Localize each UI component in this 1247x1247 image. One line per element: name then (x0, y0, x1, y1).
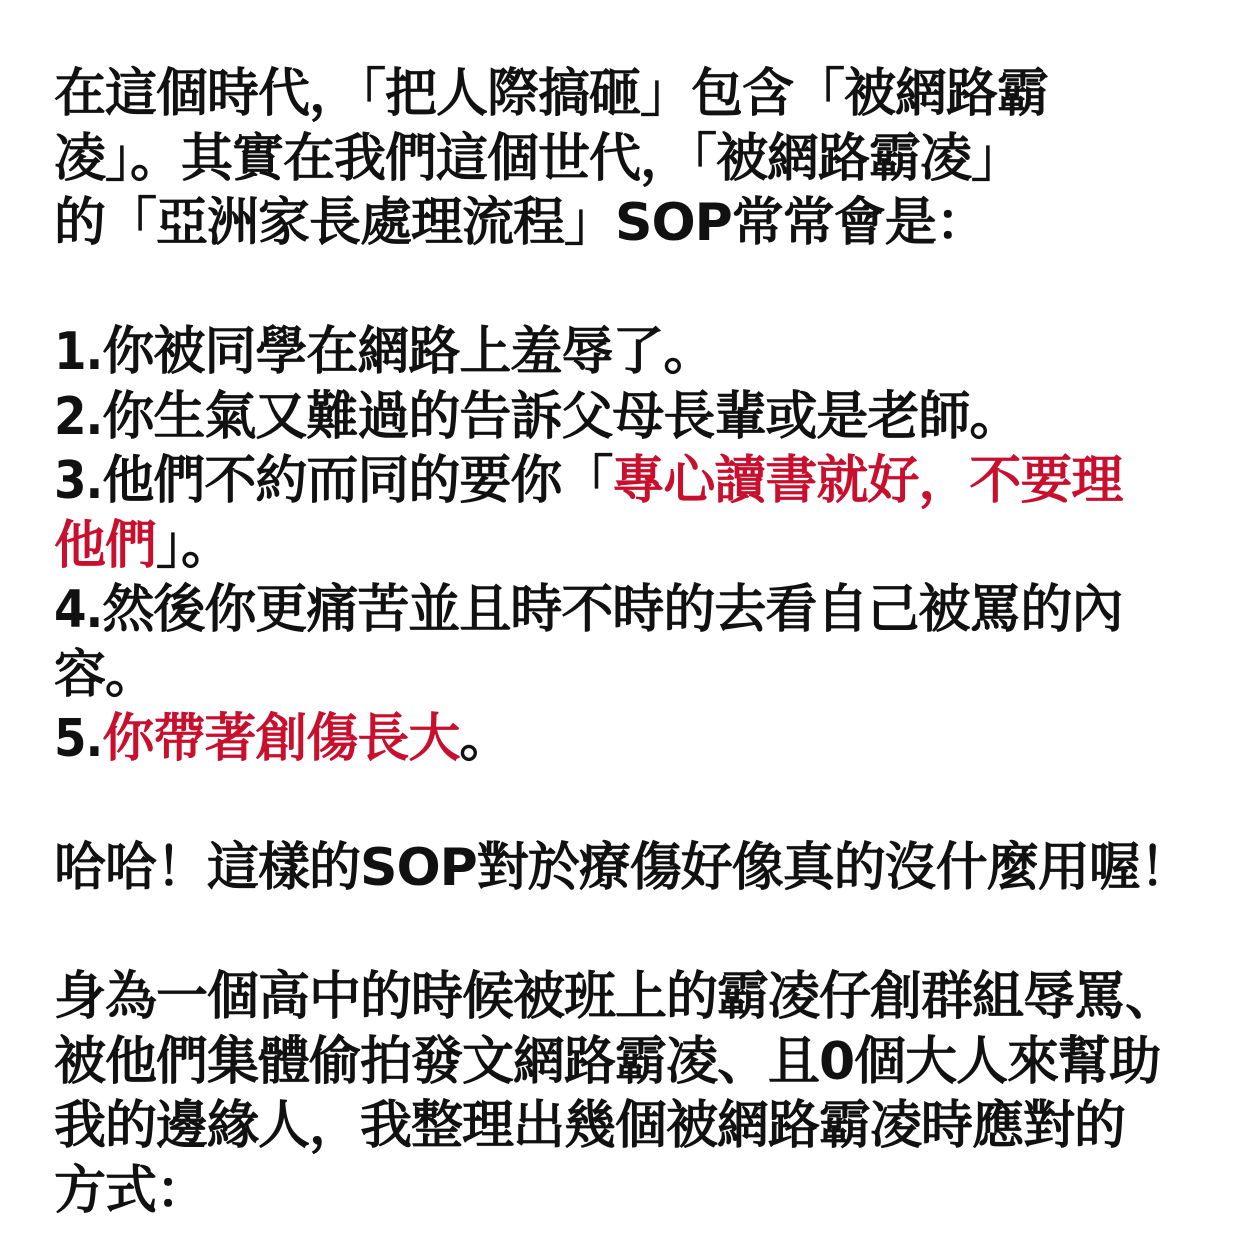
step-text: 。 (459, 709, 511, 769)
step-5 (54, 707, 1224, 772)
article-body (54, 62, 1224, 1223)
step-3 (54, 449, 1224, 514)
step-text: 」。 (156, 515, 233, 576)
closing-line-1: 身為一個高中的時候被班上的霸凌仔創群組辱罵、 (54, 967, 1177, 1027)
step-3-continued (54, 514, 1224, 579)
intro-line-3: 的「亞洲家長處理流程」SOP常常會是： (54, 193, 987, 253)
sop-steps-list (54, 320, 1224, 772)
closing-paragraph (54, 965, 1224, 1223)
step-4 (54, 578, 1224, 643)
step-number: 4. (54, 580, 103, 640)
closing-line-3: 我的邊緣人，我整理出幾個被網路霸凌時應對的 (54, 1096, 1126, 1156)
step-highlight: 專心讀書就好，不要理 (612, 451, 1123, 511)
step-number: 3. (54, 451, 103, 511)
paragraph-spacer (54, 256, 1224, 321)
step-2 (54, 385, 1224, 450)
step-text: 你被同學在網路上羞辱了。 (102, 322, 715, 382)
closing-line-4: 方式： (54, 1160, 208, 1221)
step-number: 2. (54, 386, 103, 447)
step-1 (54, 320, 1224, 385)
closing-line-2: 被他們集體偷拍發文網路霸凌、且0個大人來幫助 (54, 1031, 1161, 1092)
step-text: 你生氣又難過的告訴父母長輩或是老師。 (102, 386, 1021, 447)
intro-paragraph (54, 62, 1224, 256)
intro-line-2: 凌」。其實在我們這個世代，「被網路霸凌」 (54, 128, 1023, 189)
step-text: 他們不約而同的要你「 (102, 451, 613, 511)
paragraph-spacer (54, 772, 1224, 837)
step-number: 1. (54, 322, 103, 382)
paragraph-spacer (54, 901, 1224, 966)
step-4-continued: 容。 (54, 644, 157, 705)
step-highlight: 他們 (54, 515, 157, 576)
step-highlight: 你帶著創傷長大 (102, 709, 460, 769)
intro-line-1: 在這個時代，「把人際搞砸」包含「被網路霸 (54, 64, 1049, 124)
step-number: 5. (54, 709, 103, 769)
step-text: 然後你更痛苦並且時不時的去看自己被罵的內 (102, 580, 1123, 640)
remark-line: 哈哈！這樣的SOP對於療傷好像真的沒什麼用喔！ (54, 838, 1191, 898)
